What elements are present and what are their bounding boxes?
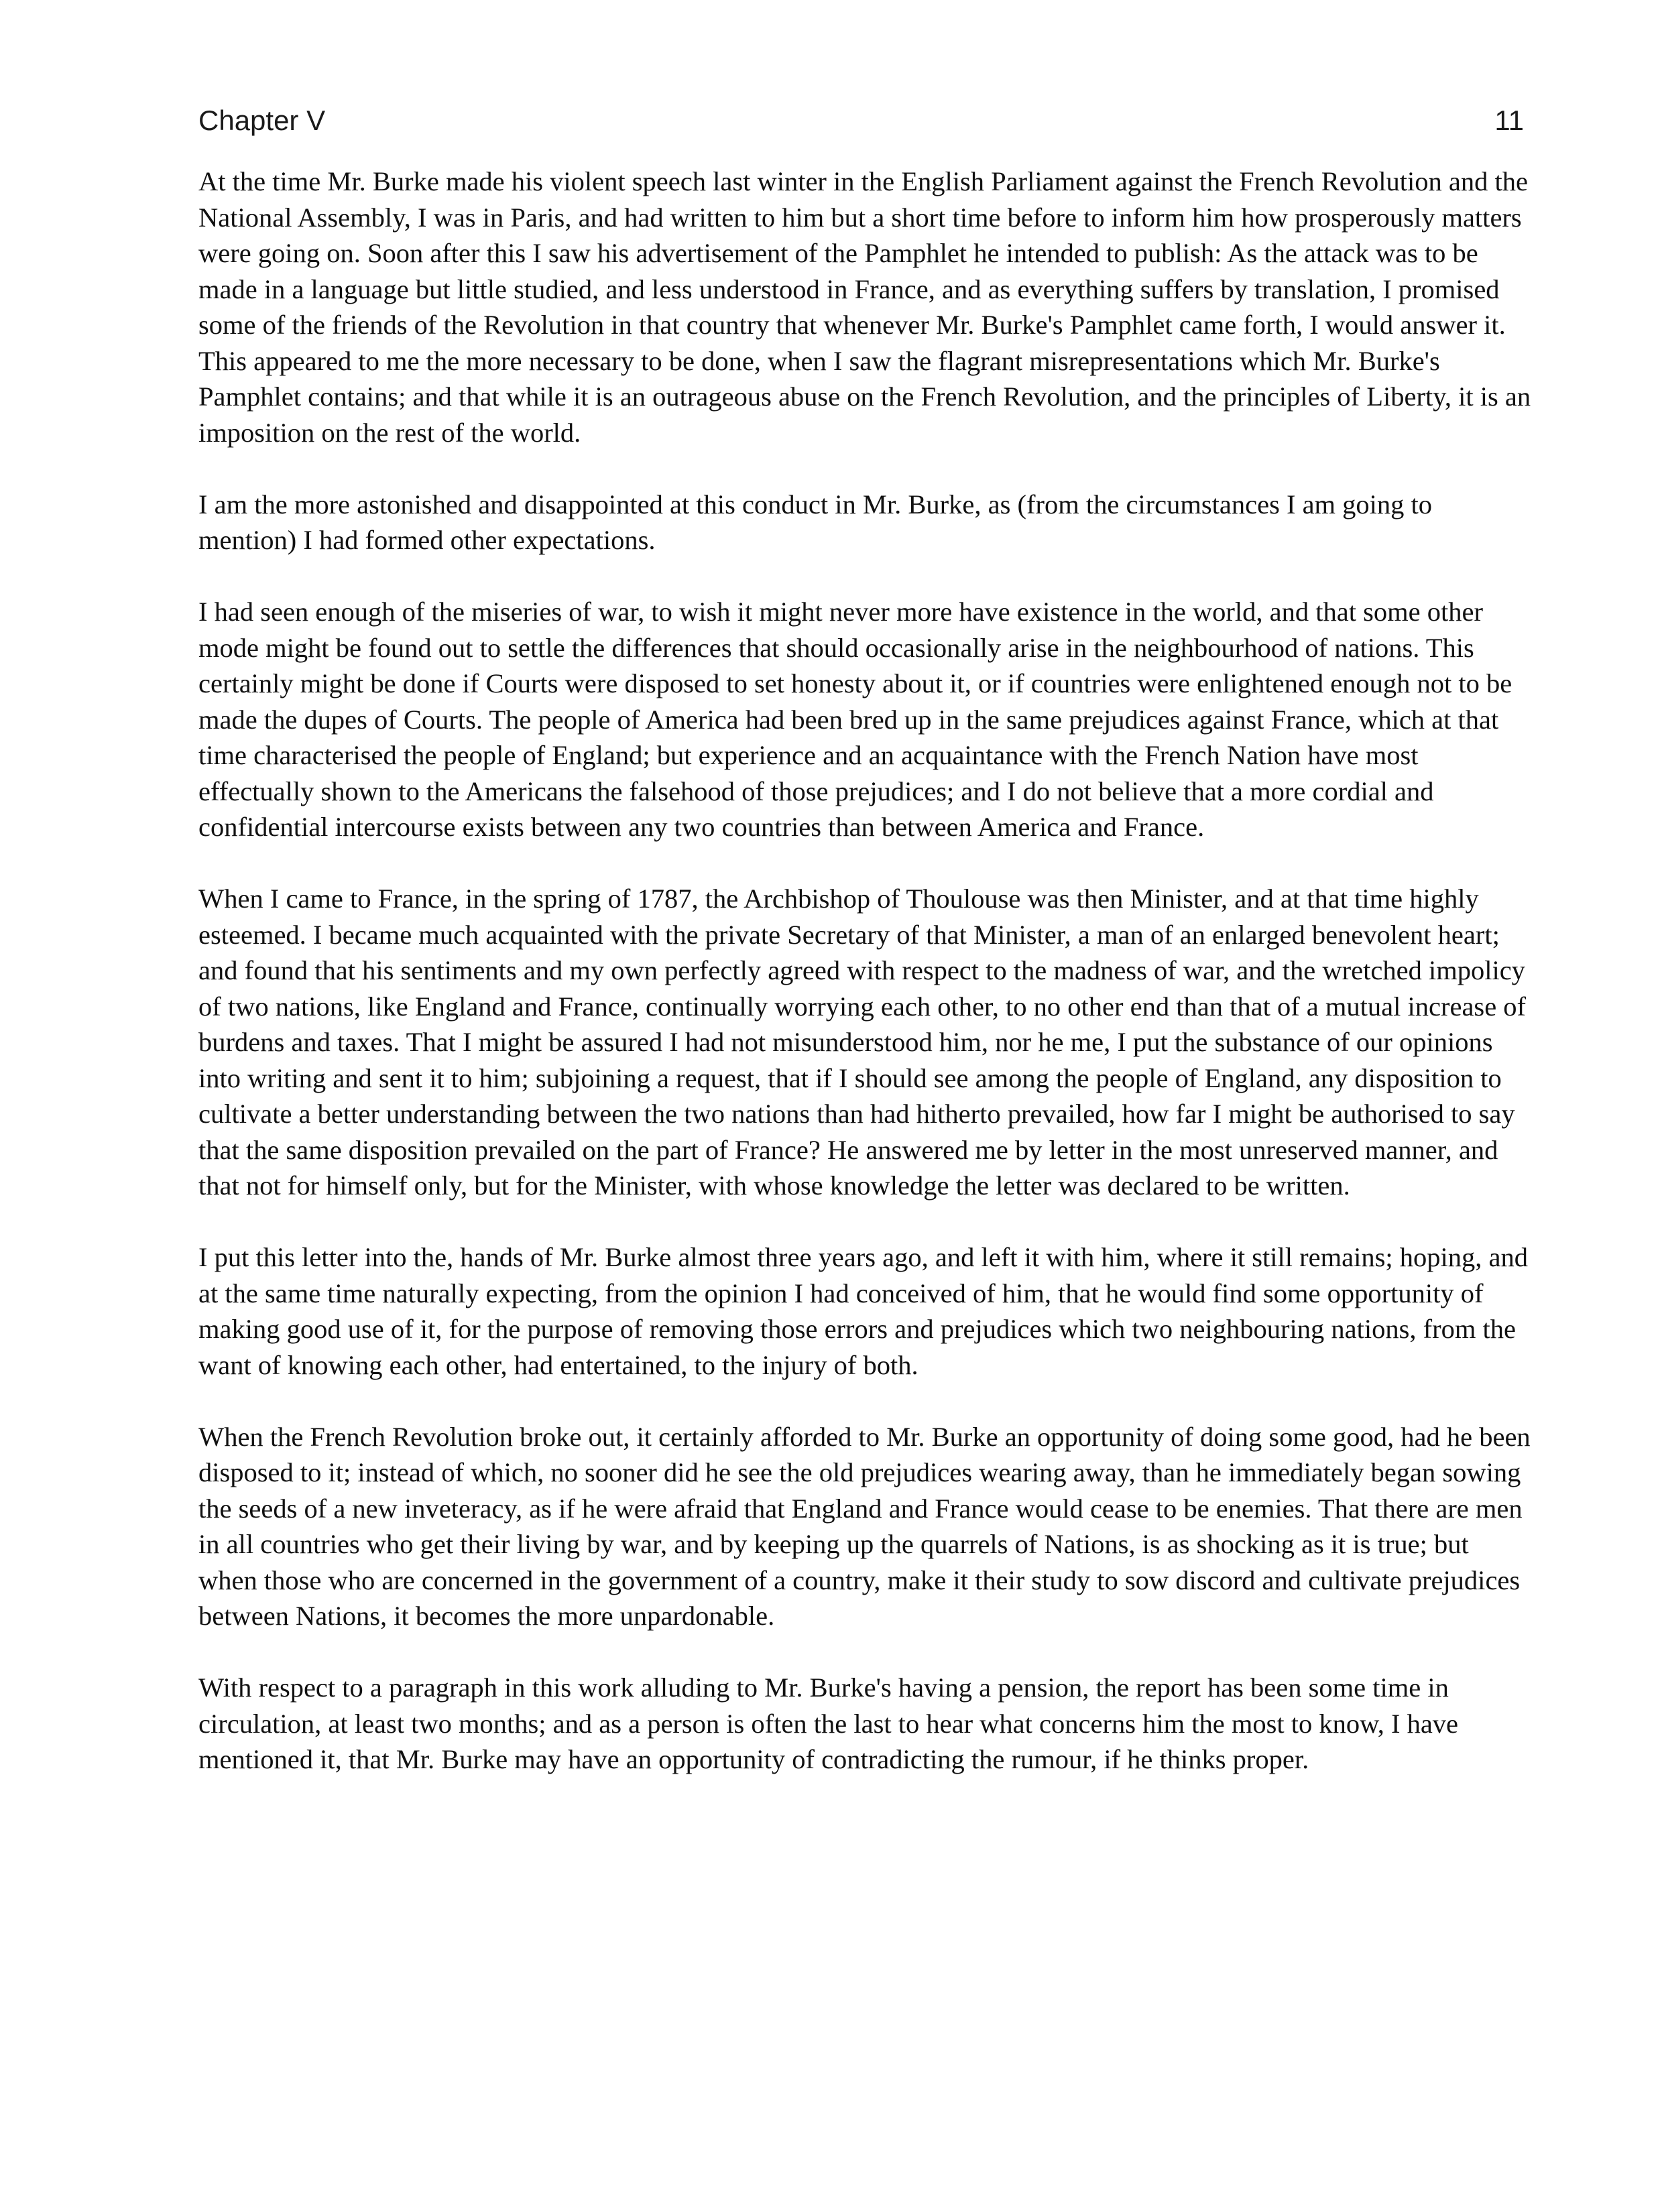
body-text <box>198 164 1533 1813</box>
paragraph: When I came to France, in the spring of 1787, the Archbishop of Thoulouse was then Minister, and at that time highly esteemed. I became much acquainted with the private Secretary of that Minister, a man of an enlarged benevolent heart; and found that his sentiments and my own perfectly agreed with respect to the madness of war, and the wretched impolicy of two nations, like England and France, continually worrying each other, to no other end than that of a mutual increase of burdens and taxes. That I might be assured I had not misunderstood him, nor he me, I put the substance of our opinions into writing and sent it to him; subjoining a request, that if I should see among the people of England, any disposition to cultivate a better understanding between the two nations than had hitherto prevailed, how far I might be authorised to say that the same disposition prevailed on the part of France? He answered me by letter in the most unreserved manner, and that not for himself only, but for the Minister, with whose knowledge the letter was declared to be written. <box>198 883 1527 1201</box>
paragraph: I am the more astonished and disappointed at this conduct in Mr. Burke, as (from the circumstances I am going to mention) I had formed other expectations. <box>198 489 1433 555</box>
paragraph: At the time Mr. Burke made his violent speech last winter in the English Parliament against the French Revolution and the National Assembly, I was in Paris, and had written to him but a short time before to inform him how prosperously matters were going on. Soon after this I saw his advertisement of the Pamphlet he intended to publish: As the attack was to be made in a language but little studied, and less understood in France, and as everything suffers by translation, I promised some of the friends of the Revolution in that country that whenever Mr. Burke's Pamphlet came forth, I would answer it. This appeared to me the more necessary to be done, when I saw the flagrant misrepresentations which Mr. Burke's Pamphlet contains; and that while it is an outrageous abuse on the French Revolution, and the principles of Liberty, it is an imposition on the rest of the world. <box>198 166 1531 448</box>
paragraph: When the French Revolution broke out, it certainly afforded to Mr. Burke an opportunity of doing some good, had he been disposed to it; instead of which, no sooner did he see the old prejudices wearing away, than he immediately began sowing the seeds of a new inveteracy, as if he were afraid that England and France would cease to be enemies. That there are men in all countries who get their living by war, and by keeping up the quarrels of Nations, is as shocking as it is true; but when those who are concerned in the government of a country, make it their study to sow discord and cultivate prejudices between Nations, it becomes the more unpardonable. <box>198 1421 1531 1631</box>
page-header <box>198 101 1524 141</box>
chapter-title: Chapter V <box>198 105 326 136</box>
page-number: 11 <box>1494 105 1524 136</box>
paragraph: With respect to a paragraph in this work alluding to Mr. Burke's having a pension, the report has been some time in circulation, at least two months; and as a person is often the last to hear what concerns him the most to know, I have mentioned it, that Mr. Burke may have an opportunity of contradicting the rumour, if he thinks proper. <box>198 1672 1459 1774</box>
paragraph: I had seen enough of the miseries of war, to wish it might never more have existence in the world, and that some other mode might be found out to settle the differences that should occasionally arise in the neighbourhood of nations. This certainly might be done if Courts were disposed to set honesty about it, or if countries were enlightened enough not to be made the dupes of Courts. The people of America had been bred up in the same prejudices against France, which at that time characterised the people of England; but experience and an acquaintance with the French Nation have most effectually shown to the Americans the falsehood of those prejudices; and I do not believe that a more cordial and confidential intercourse exists between any two countries than between America and France. <box>198 597 1512 842</box>
paragraph: I put this letter into the, hands of Mr. Burke almost three years ago, and left it with him, where it still remains; hoping, and at the same time naturally expecting, from the opinion I had conceived of him, that he would find some opportunity of making good use of it, for the purpose of removing those errors and prejudices which two neighbouring nations, from the want of knowing each other, had entertained, to the injury of both. <box>198 1242 1528 1380</box>
